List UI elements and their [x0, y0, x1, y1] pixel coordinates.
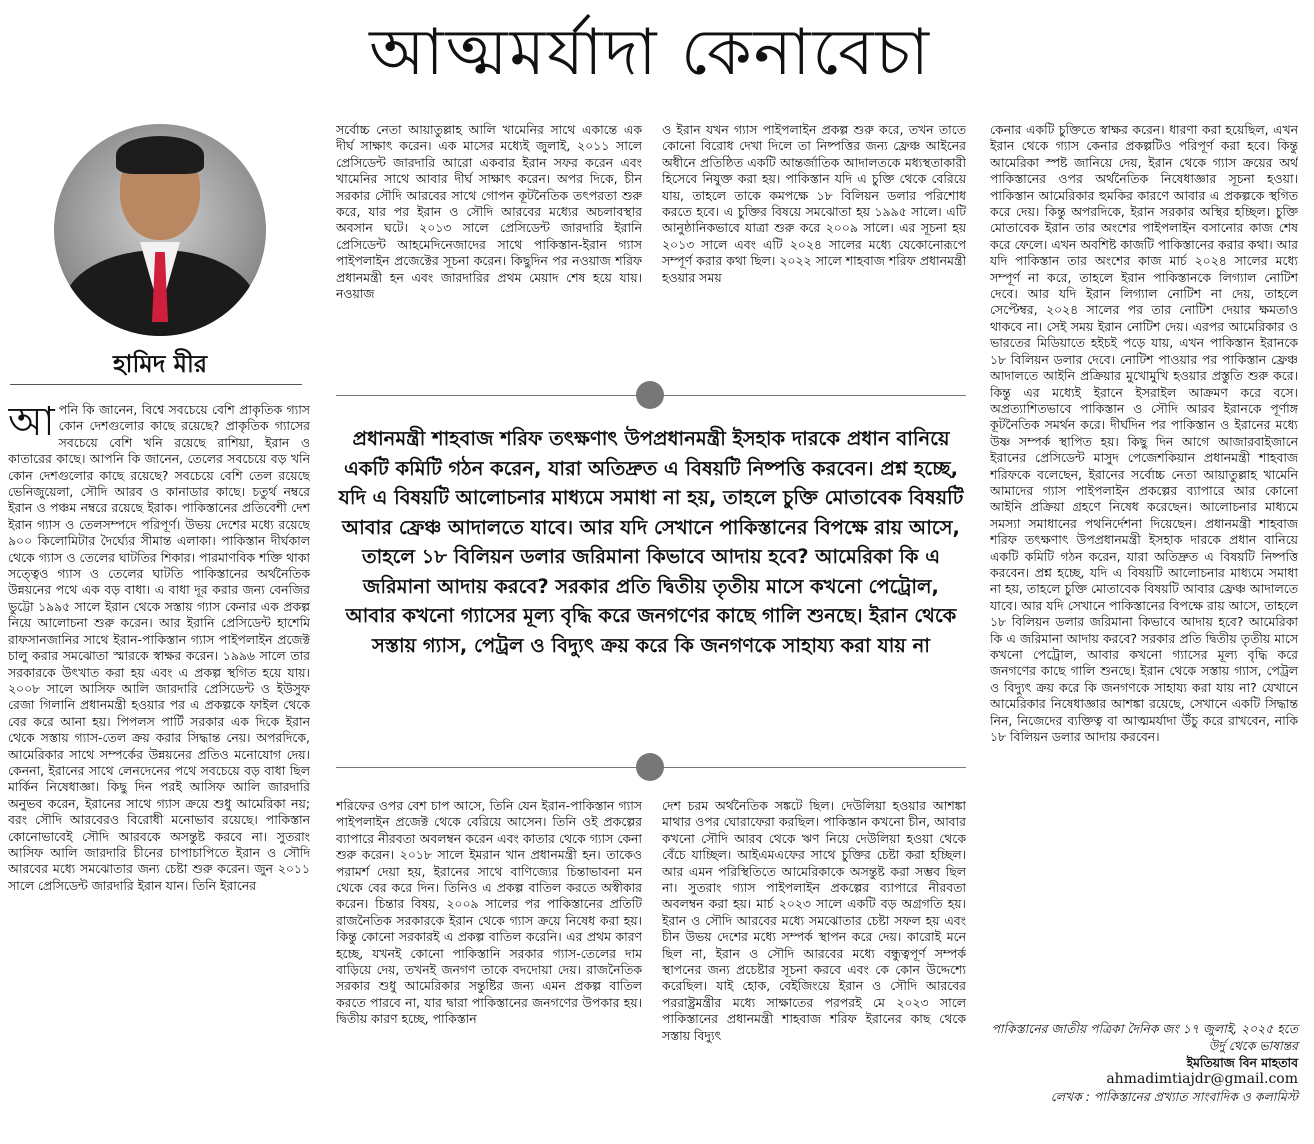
article-column-6: দেশ চরম অর্থনৈতিক সঙ্কটে ছিল। দেউলিয়া হওয়ার আশঙ্কা মাথার ওপর ঘোরাফেরা করছিল। পাকিস্তান কখনো চীন, আবার কখনো সৌদি আরব থেকে ঋণ নিয়ে দেউলিয়া হওয়া থেকে বেঁচে যাচ্ছিল। আইএমএফের সাথে চুক্তির চেষ্টা করা হচ্ছিল। আর এমন পরিস্থিতিতে আমেরিকাকে অসন্তুষ্ট করা সম্ভব ছিল না। সুতরাং গ্যাস পাইপলাইন প্রকল্পের ব্যাপারে নীরবতা অবলম্বন করা হয়। মার্চ ২০২৩ সালে একটি বড় অগ্রগতি হয়। ইরান ও সৌদি আরবের মধ্যে সমঝোতার চেষ্টা সফল হয় এবং চীন উভয় দেশের মধ্যে সম্পর্ক স্থাপন করে দেয়। কারোই মনে ছিল না, ইরান ও সৌদি আরবের মধ্যে বন্ধুত্বপূর্ণ সম্পর্ক স্থাপনের জন্য প্রচেষ্টার সূচনা করবে এবং কে কোন উদ্দেশ্যে করেছিল। যাই হোক, বেইজিংয়ে ইরান ও সৌদি আরবের পররাষ্ট্রমন্ত্রীর মধ্যে সাক্ষাতের পরপরই মে ২০২৩ সালে পাকিস্তানের প্রধানমন্ত্রী শাহবাজ শরিফ ইরানের কাছ থেকে সস্তায় বিদ্যুৎ	[662, 798, 966, 1043]
article-column-5: শরিফের ওপর বেশ চাপ আসে, তিনি যেন ইরান-পাকিস্তান গ্যাস পাইপলাইন প্রজেক্ট থেকে বেরিয়ে আসেন। তিনি ওই প্রকল্পের ব্যাপারে নীরবতা অবলম্বন করেন এবং কাতার থেকে গ্যাস কেনা শুরু করেন। ২০১৮ সালে ইমরান খান প্রধানমন্ত্রী হন। তাকেও পরামর্শ দেয়া হয়, ইরানের সাথে বাণিজ্যের চিন্তাভাবনা মন থেকে বের করে দিন। তিনিও এ প্রকল্প বাতিল করতে অস্বীকার করেন। চিন্তার বিষয়, ২০০৯ সালের পর পাকিস্তানের প্রতিটি রাজনৈতিক সরকারকে ইরান থেকে গ্যাস ক্রয়ে নিষেধ করা হয়। কিন্তু কোনো সরকারই এ প্রকল্প বাতিল করেনি। এর প্রথম কারণ হচ্ছে, যখনই কোনো পাকিস্তানি সরকার গ্যাস-তেলের দাম বাড়িয়ে দেয়, তখনই জনগণ তাকে বদদোয়া দেয়। রাজনৈতিক সরকার শুধু আমেরিকার সন্তুষ্টির জন্য এমন প্রকল্প বাতিল করতে পারবে না, যার দ্বারা পাকিস্তানের জনগণের উপকার হয়। দ্বিতীয় কারণ হচ্ছে, পাকিস্তান	[336, 798, 642, 1027]
article-column-3: ও ইরান যখন গ্যাস পাইপলাইন প্রকল্প শুরু করে, তখন তাতে কোনো বিরোধ দেখা দিলে তা নিষ্পত্তির জন্য ফ্রেঞ্চ আইনের অধীনে প্রতিষ্ঠিত একটি আন্তর্জাতিক আদালতকে মধ্যস্থতাকারী হিসেবে নিযুক্ত করা হয়। পাকিস্তান যদি এ চুক্তি থেকে বেরিয়ে যায়, তাহলে তাকে কমপক্ষে ১৮ বিলিয়ন ডলার পরিশোধ করতে হবে। এ চুক্তির বিষয়ে সমঝোতা হয় ১৯৯৫ সালে। এটি আনুষ্ঠানিকভাবে যাত্রা শুরু করে ২০০৯ সালে। এর সূচনা হয় ২০১৩ সালে এবং এটি ২০২৪ সালের মধ্যে যেকোনোরূপে সম্পূর্ণ করার কথা ছিল। ২০২২ সালে শাহবাজ শরিফ প্রধানমন্ত্রী হওয়ার সময়	[662, 122, 966, 285]
pullquote-bottom-dot	[636, 753, 664, 781]
article-column-4: কেনার একটি চুক্তিতে স্বাক্ষর করেন। ধারণা করা হয়েছিল, এখন ইরান থেকে গ্যাস কেনার প্রকল্পটিও পরিপূর্ণ করা হবে। কিন্তু আমেরিকা স্পষ্ট জানিয়ে দেয়, ইরান থেকে গ্যাস ক্রয়ের অর্থ পাকিস্তানের ওপর অর্থনৈতিক নিষেধাজ্ঞার সূচনা হওয়া। পাকিস্তান আমেরিকার হুমকির কারণে আবার এ প্রকল্পকে স্থগিত করে দেয়। কিন্তু অপরদিকে, ইরান সরকার অস্থির হচ্ছিল। চুক্তি মোতাবেক ইরান তার অংশের পাইপলাইন বসানোর কাজ শেষ করে ফেলে। এখন অবশিষ্ট কাজটি পাকিস্তানের করার কথা। আর যদি পাকিস্তান তার অংশের কাজ মার্চ ২০২৪ সালের মধ্যে সম্পূর্ণ না করে, তাহলে ইরান পাকিস্তানকে লিগ্যাল নোটিশ দেবে। আর যদি ইরান লিগ্যাল নোটিশ না দেয়, তাহলে সেপ্টেম্বর, ২০২৪ সালের পর তার নোটিশ দেয়ার ক্ষমতাও থাকবে না। সেই সময় ইরান নোটিশ দেয়। এরপর আমেরিকার ও ভারতের মিডিয়াতে হইচই পড়ে যায়, এখন পাকিস্তান ইরানকে ১৮ বিলিয়ন ডলার দেবে। নোটিশ পাওয়ার পর পাকিস্তান ফ্রেঞ্চ আদালতে আইনি প্রক্রিয়ার মুখোমুখি হওয়ার প্রস্তুতি শুরু করে। কিন্তু এর মধ্যেই ইরানে ইসরাইল আক্রমণ করে বসে। অপ্রত্যাশিতভাবে পাকিস্তান ও সৌদি আরব ইরানকে পূর্ণাঙ্গ কূটনৈতিক সমর্থন করে। দীর্ঘদিন পর পাকিস্তান ও ইরানের মধ্যে উষ্ণ সম্পর্ক স্থাপিত হয়। কিছু দিন আগে আজারবাইজানে ইরানের প্রেসিডেন্ট মাসুদ পেজেশকিয়ান প্রধানমন্ত্রী শাহবাজ শরিফকে বলেছেন, ইরানের সর্বোচ্চ নেতা আয়াতুল্লাহ খামেনি আমাদের গ্যাস পাইপলাইন প্রকল্পের ব্যাপারে আর কোনো আইনি প্রক্রিয়া গ্রহণে নিষেধ করেছেন। আলোচনার মাধ্যমে সমস্যা সমাধানের পথনির্দেশনা দিয়েছেন। প্রধানমন্ত্রী শাহবাজ শরিফ তৎক্ষণাৎ উপপ্রধানমন্ত্রী ইসহাক দারকে প্রধান বানিয়ে একটি কমিটি গঠন করেন, যারা অতিদ্রুত এ বিষয়টি নিষ্পত্তি করবেন। প্রশ্ন হচ্ছে, যদি এ বিষয়টি আলোচনার মাধ্যমে সমাধা না হয়, তাহলে চুক্তি মোতাবেক বিষয়টি আবার ফ্রেঞ্চ আদালতে যাবে। আর যদি সেখানে পাকিস্তানের বিপক্ষে রায় আসে, তাহলে ১৮ বিলিয়ন ডলার জরিমানা কিভাবে আদায় হবে? আমেরিকা কি এ জরিমানা আদায় করবে? সরকার প্রতি দ্বিতীয় তৃতীয় মাসে কখনো পেট্রোল, আবার কখনো গ্যাসের মূল্য বৃদ্ধি করে জনগণের কাছে গালি শুনছে। ইরান থেকে সস্তায় গ্যাস, পেট্রল ও বিদ্যুৎ ক্রয় করে কি জনগণকে সাহায্য করা যায় না? যেখানে আমেরিকার নিষেধাজ্ঞার আশঙ্কা রয়েছে, সেখানে একটি সিদ্ধান্ত নিন, নিজেদের ব্যক্তিত্ব বা আত্মমর্যাদা উঁচু করে রাখবেন, নাকি ১৮ বিলিয়ন ডলার আদায় করবেন।	[990, 122, 1298, 745]
source-note: পাকিস্তানের জাতীয় পত্রিকা দৈনিক জং ১৭ জুলাই, ২০২৫ হতে উর্দু থেকে ভাষান্তর	[991, 1021, 1298, 1053]
translator-name: ইমতিয়াজ বিন মাহতাব	[1186, 1055, 1298, 1070]
drop-cap: আ	[8, 402, 55, 445]
author-divider	[10, 384, 302, 385]
article-title: আত্মমর্যাদা কেনাবেচা	[369, 16, 931, 90]
author-name: হামিদ মীর	[112, 350, 208, 378]
pull-quote: প্রধানমন্ত্রী শাহবাজ শরিফ তৎক্ষণাৎ উপপ্রধানমন্ত্রী ইসহাক দারকে প্রধান বানিয়ে একটি কমিটি গঠন করেন, যারা অতিদ্রুত এ বিষয়টি নিষ্পত্তি করবেন। প্রশ্ন হচ্ছে, যদি এ বিষয়টি আলোচনার মাধ্যমে সমাধা না হয়, তাহলে চুক্তি মোতাবেক বিষয়টি আবার ফ্রেঞ্চ আদালতে যাবে। আর যদি সেখানে পাকিস্তানের বিপক্ষে রায় আসে, তাহলে ১৮ বিলিয়ন ডলার জরিমানা কিভাবে আদায় হবে? আমেরিকা কি এ জরিমানা আদায় করবে? সরকার প্রতি দ্বিতীয় তৃতীয় মাসে কখনো পেট্রোল, আবার কখনো গ্যাসের মূল্য বৃদ্ধি করে জনগণের কাছে গালি শুনছে। ইরান থেকে সস্তায় গ্যাস, পেট্রল ও বিদ্যুৎ ক্রয় করে কি জনগণকে সাহায্য করা যায় না	[338, 427, 964, 657]
column-1-text: পনি কি জানেন, বিশ্বে সবচেয়ে বেশি প্রাকৃতিক গ্যাস কোন দেশগুলোর কাছে রয়েছে? প্রাকৃতিক গ্যাসের সবচেয়ে বেশি খনি রয়েছে রাশিয়া, ইরান ও কাতারের কাছে। আপনি কি জানেন, তেলের সবচেয়ে বড় খনি কোন দেশগুলোর কাছে রয়েছে? সবচেয়ে বেশি তেল রয়েছে ভেনিজুয়েলা, সৌদি আরব ও কানাডার কাছে। চতুর্থ নম্বরে ইরান ও পঞ্চম নম্বরে রয়েছে ইরাক। পাকিস্তানের প্রতিবেশী দেশ ইরান গ্যাস ও তেলসম্পদে পরিপূর্ণ। উভয় দেশের মধ্যে রয়েছে ৯০০ কিলোমিটার দৈর্ঘ্যের সীমান্ত এলাকা। পাকিস্তান দীর্ঘকাল থেকে গ্যাস ও তেলের ঘাটতির শিকার। পারমাণবিক শক্তি থাকা সত্ত্বেও গ্যাস ও তেলের ঘাটতি পাকিস্তানের অর্থনৈতিক উন্নয়নের পথে এক বড় বাধা। এ বাধা দূর করার জন্য বেনজির ভুট্টো ১৯৯৫ সালে ইরান থেকে সস্তায় গ্যাস কেনার এক প্রকল্প নিয়ে আলোচনা শুরু করেন। আর ইরানি প্রেসিডেন্ট হাশেমি রাফসানজানির সাথে ইরান-পাকিস্তান গ্যাস পাইপলাইন প্রজেক্ট চালু করার সমঝোতা স্মারকে স্বাক্ষর করেন। ১৯৯৬ সালে তার সরকারকে উৎখাত করা হয় এবং এ প্রকল্প স্থগিত হয়ে যায়। ২০০৮ সালে আসিফ আলি জারদারি প্রেসিডেন্ট ও ইউসুফ রেজা গিলানি প্রধানমন্ত্রী হওয়ার পর এ প্রকল্পকে ফাইল থেকে বের করে আনা হয়। পিপলস পার্টি সরকার এক দিকে ইরান থেকে সস্তায় গ্যাস-তেল ক্রয় করার সিদ্ধান্ত নেয়। অপরদিকে, আমেরিকার সাথে সম্পর্কের উন্নয়নের প্রতিও মনোযোগ দেয়। কেননা, ইরানের সাথে লেনদেনের পথে সবচেয়ে বড় বাধা ছিল মার্কিন নিষেধাজ্ঞা। কিছু দিন পরই আসিফ আলি জারদারি অনুভব করেন, ইরানের সাথে গ্যাস ক্রয়ে শুধু আমেরিকা নয়; বরং সৌদি আরবেরও বিরোধী মনোভাব রয়েছে। পাকিস্তান কোনোভাবেই সৌদি আরবকে অসন্তুষ্ট করবে না। সুতরাং আসিফ আলি জারদারি চীনের চাপাচাপিতে ইরান ও সৌদি আরবের মধ্যে সমঝোতার জন্য চেষ্টা শুরু করেন। জুন ২০১১ সালে প্রেসিডেন্ট জারদারি ইরান যান। তিনি ইরানের	[8, 402, 310, 893]
author-note: লেখক : পাকিস্তানের প্রখ্যাত সাংবাদিক ও কলামিস্ট	[1050, 1089, 1298, 1104]
translator-email: ahmadimtiajdr@gmail.com	[1106, 1071, 1298, 1087]
author-photo	[54, 124, 266, 336]
article-credits	[990, 1020, 1298, 1105]
article-column-2: সর্বোচ্চ নেতা আয়াতুল্লাহ আলি খামেনির সাথে একান্তে এক দীর্ঘ সাক্ষাৎ করেন। এক মাসের মধ্যেই জুলাই, ২০১১ সালে প্রেসিডেন্ট জারদারি আরো একবার ইরান সফর করেন এবং খামেনির সাথে আবার দীর্ঘ সাক্ষাৎ করেন। অপর দিকে, চীন সরকার সৌদি আরবের সাথে গোপন কূটনৈতিক তৎপরতা শুরু করে, যার পর ইরান ও সৌদি আরবের মধ্যের অচলাবস্থার অবসান ঘটে। ২০১৩ সালে প্রেসিডেন্ট জারদারি ইরানি প্রেসিডেন্ট আহমেদিনেজাদের সাথে পাকিস্তান-ইরান গ্যাস পাইপলাইন প্রজেক্টের সূচনা করেন। কিছুদিন পর নওয়াজ শরিফ প্রধানমন্ত্রী হন এবং জারদারির প্রথম মেয়াদ শেষ হয়ে যায়। নওয়াজ	[336, 122, 642, 302]
pullquote-top-dot	[636, 381, 664, 409]
article-column-1	[8, 402, 310, 1138]
